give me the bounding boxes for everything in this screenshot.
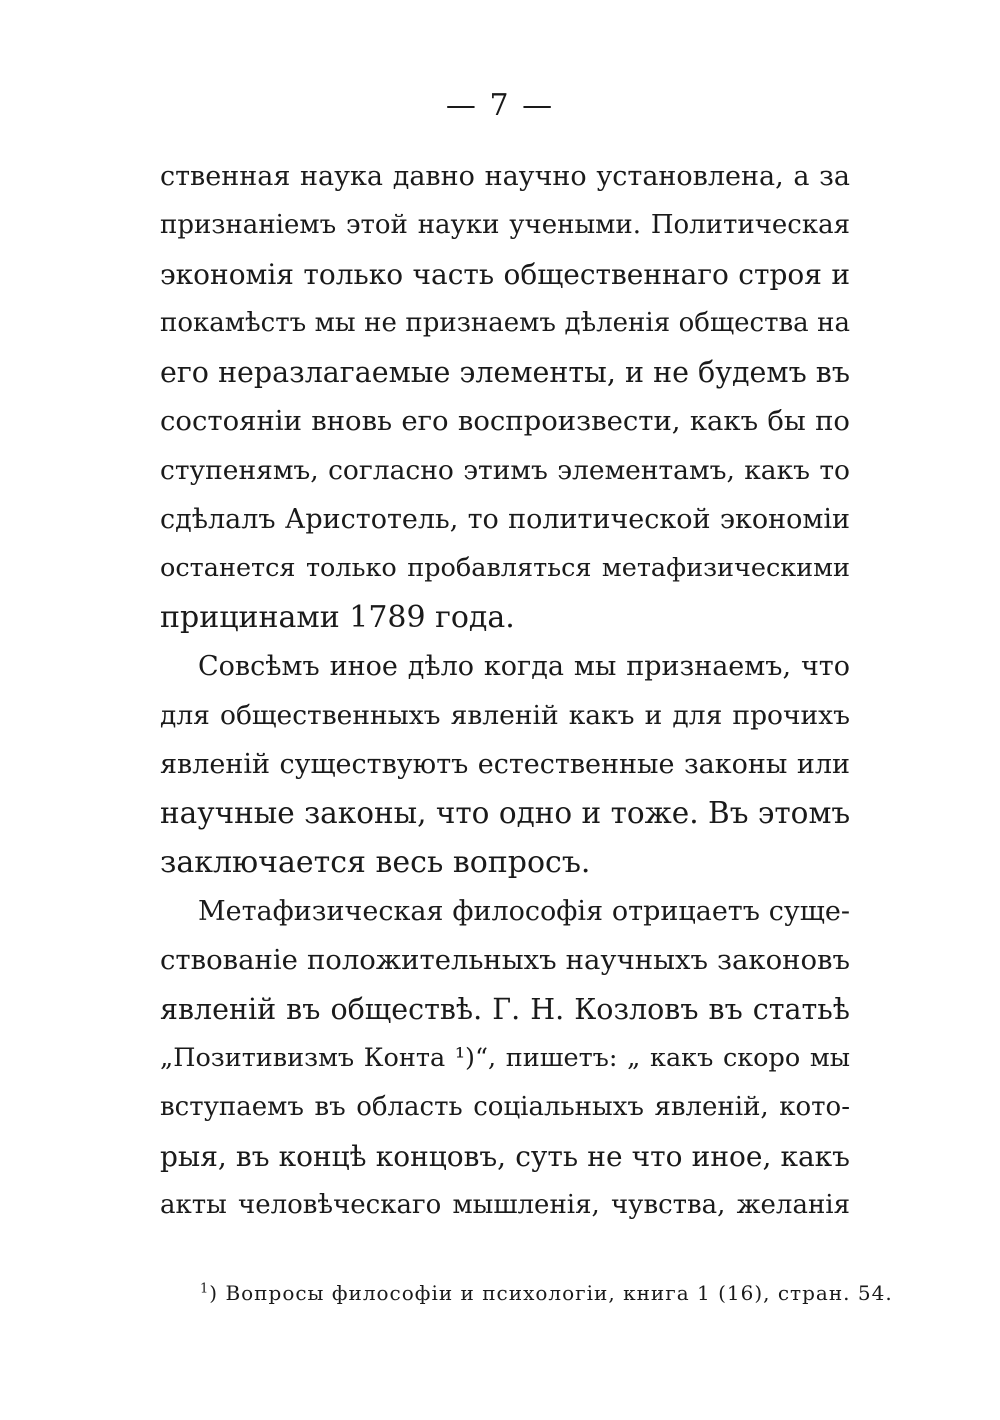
text-line: вступаемъ въ область соціальныхъ явленій, кото- [160, 1092, 850, 1122]
text-line: его неразлагаемые элементы, и не будемъ въ [160, 356, 850, 389]
text-line: явленій въ обществѣ. Г. Н. Козловъ въ статьѣ [160, 993, 850, 1026]
body-text [160, 152, 850, 1230]
text-line: заключается весь вопросъ. [160, 845, 591, 880]
text-line: рыя, въ концѣ концовъ, суть не что иное, какъ [160, 1140, 850, 1173]
text-line: покамѣстъ мы не признаемъ дѣленія общества на [160, 308, 850, 338]
footnote-marker: 1 [200, 1281, 210, 1297]
text-line: „Позитивизмъ Конта ¹)“, пишетъ: „ какъ скоро мы [160, 1043, 850, 1073]
text-line: Метафизическая философія отрицаетъ суще- [198, 896, 850, 927]
footnote [200, 1281, 893, 1305]
page-number: — 7 — [445, 88, 555, 123]
text-line: признаніемъ этой науки учеными. Политическая [160, 210, 850, 240]
text-line: прицинами 1789 года. [160, 600, 515, 635]
paragraph [160, 642, 850, 887]
text-line: экономія только часть общественнаго строя и [160, 258, 850, 291]
text-line: ственная наука давно научно установлена, а за [160, 161, 850, 192]
text-line: Совсѣмъ иное дѣло когда мы признаемъ, что [198, 651, 850, 682]
text-line: останется только пробавляться метафизическими [160, 553, 850, 583]
text-line: явленій существуютъ естественные законы или [160, 749, 850, 780]
text-line: для общественныхъ явленій какъ и для прочихъ [160, 700, 850, 731]
text-line: состояніи вновь его воспроизвести, какъ бы по [160, 405, 850, 437]
paragraph [160, 887, 850, 1230]
text-line: сдѣлалъ Аристотель, то политической экономіи [160, 504, 850, 535]
text-line: ступенямъ, согласно этимъ элементамъ, какъ то [160, 455, 850, 486]
text-line: научные законы, что одно и тоже. Въ этомъ [160, 796, 850, 830]
text-line: акты человѣческаго мышленія, чувства, желанія [160, 1190, 850, 1220]
paragraph [160, 152, 850, 642]
text-line: ствованіе положительныхъ научныхъ законовъ [160, 944, 850, 976]
footnote-text: ) Вопросы философіи и психологіи, книга 1 (16), стран. 54. [209, 1281, 893, 1305]
